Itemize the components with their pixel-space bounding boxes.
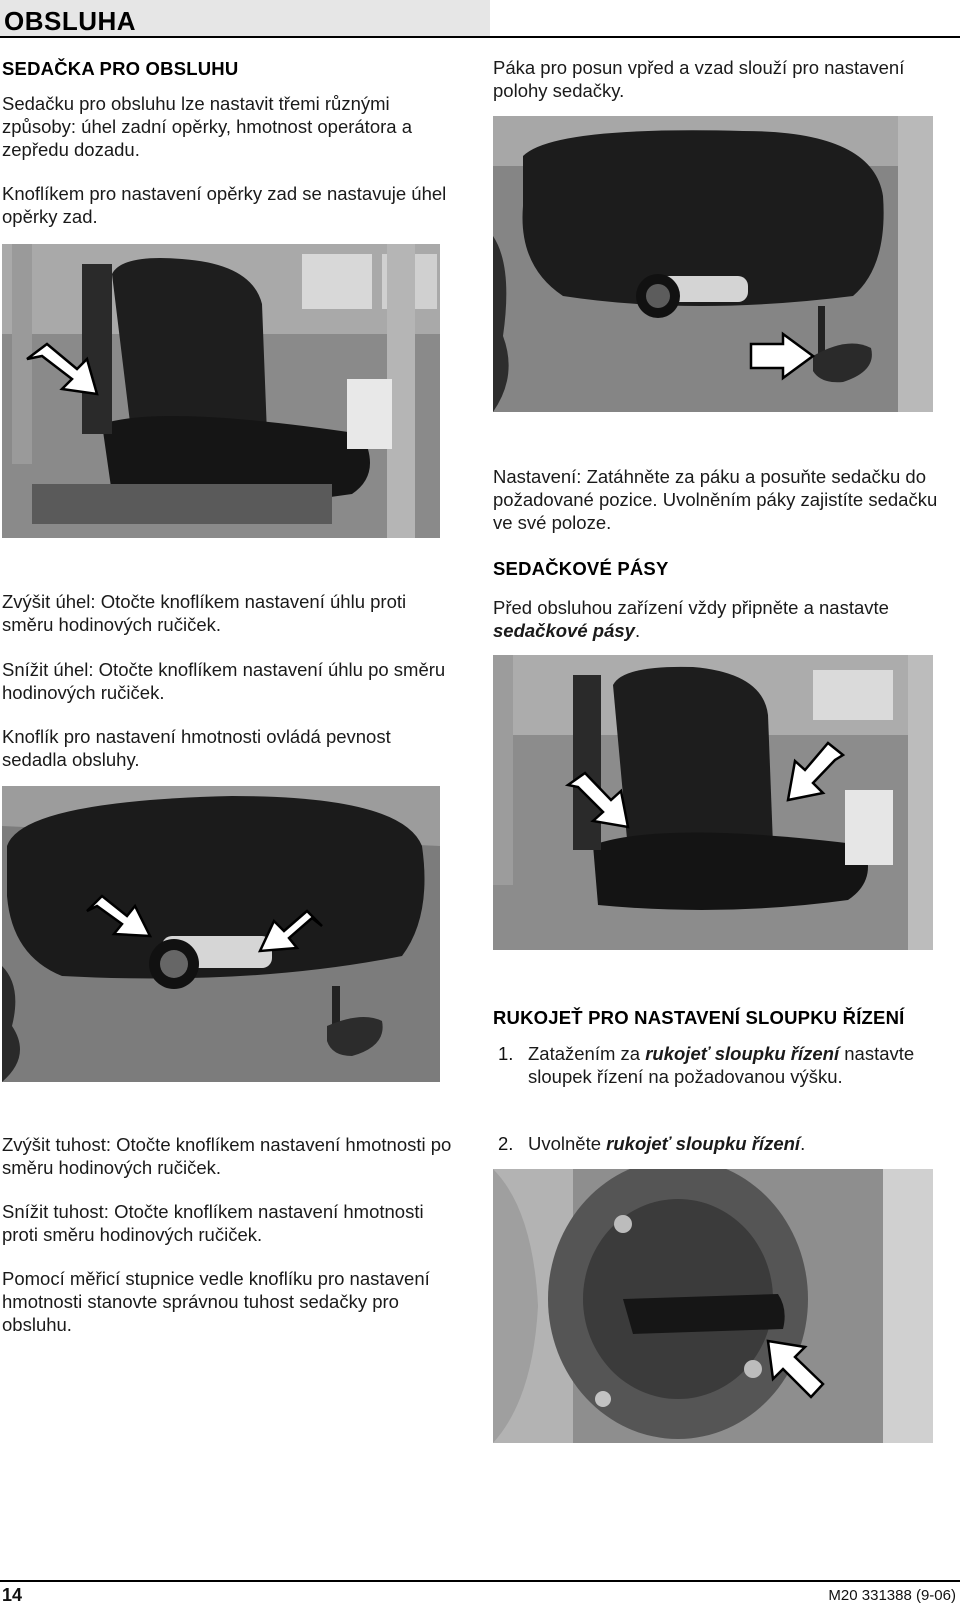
increase-stiffness-text: Zvýšit tuhost: Otočte knoflíkem nastavení hmotnosti po směru hodinových ručiček. (2, 1134, 452, 1178)
step-1-emphasis: rukojeť sloupku řízení (645, 1043, 840, 1064)
step-2-emphasis: rukojeť sloupku řízení (606, 1133, 801, 1154)
scale-note-text: Pomocí měřicí stupnice vedle knoflíku pro nastavení hmotnosti stanovte správnou tuhost sedačky pro obsluhu. (2, 1268, 430, 1335)
fore-aft-lever-photo (493, 116, 933, 412)
section-title-belts: SEDAČKOVÉ PÁSY (493, 558, 669, 579)
weight-knob-text: Knoflík pro nastavení hmotnosti ovládá pevnost sedadla obsluhy. (2, 726, 391, 770)
step-1-text: Zatažením za rukojeť sloupku řízení nastavte sloupek řízení na požadovanou výšku. (528, 1043, 915, 1087)
step-1-number: 1. (498, 1043, 514, 1064)
backrest-knob-text: Knoflíkem pro nastavení opěrky zad se nastavuje úhel opěrky zad. (2, 183, 447, 227)
header-rule (0, 36, 960, 38)
belts-text: Před obsluhou zařízení vždy připněte a nastavte sedačkové pásy. (493, 597, 889, 641)
seat-backrest-photo (2, 244, 440, 538)
step-2-text: Uvolněte rukojeť sloupku řízení. (528, 1133, 806, 1154)
decrease-stiffness-text: Snížit tuhost: Otočte knoflíkem nastavení hmotnosti proti směru hodinových ručiček. (2, 1201, 424, 1245)
footer-rule (0, 1580, 960, 1582)
page-number: 14 (2, 1585, 23, 1605)
increase-angle-text: Zvýšit úhel: Otočte knoflíkem nastavení úhlu proti směru hodinových ručiček. (2, 591, 407, 635)
belts-emphasis: sedačkové pásy (493, 620, 635, 641)
seat-belts-photo (493, 655, 933, 950)
decrease-angle-text: Snížit úhel: Otočte knoflíkem nastavení úhlu po směru hodinových ručiček. (2, 659, 446, 703)
seat-intro: Sedačku pro obsluhu lze nastavit třemi různými způsoby: úhel zadní opěrky, hmotnost operátora a zepředu dozadu. (2, 93, 412, 160)
weight-knob-photo (2, 786, 440, 1082)
section-title-seat: SEDAČKA PRO OBSLUHU (2, 58, 239, 79)
page-title: OBSLUHA (4, 6, 137, 36)
document-id: M20 331388 (9-06) (828, 1587, 956, 1604)
steering-handle-photo (493, 1169, 933, 1443)
adjust-text: Nastavení: Zatáhněte za páku a posuňte sedačku do požadované pozice. Uvolněním páky zajistíte sedačku ve své poloze. (493, 466, 938, 533)
step-2-number: 2. (498, 1133, 514, 1154)
section-title-steering: RUKOJEŤ PRO NASTAVENÍ SLOUPKU ŘÍZENÍ (493, 1007, 905, 1028)
lever-intro-text: Páka pro posun vpřed a vzad slouží pro nastavení polohy sedačky. (493, 57, 905, 101)
